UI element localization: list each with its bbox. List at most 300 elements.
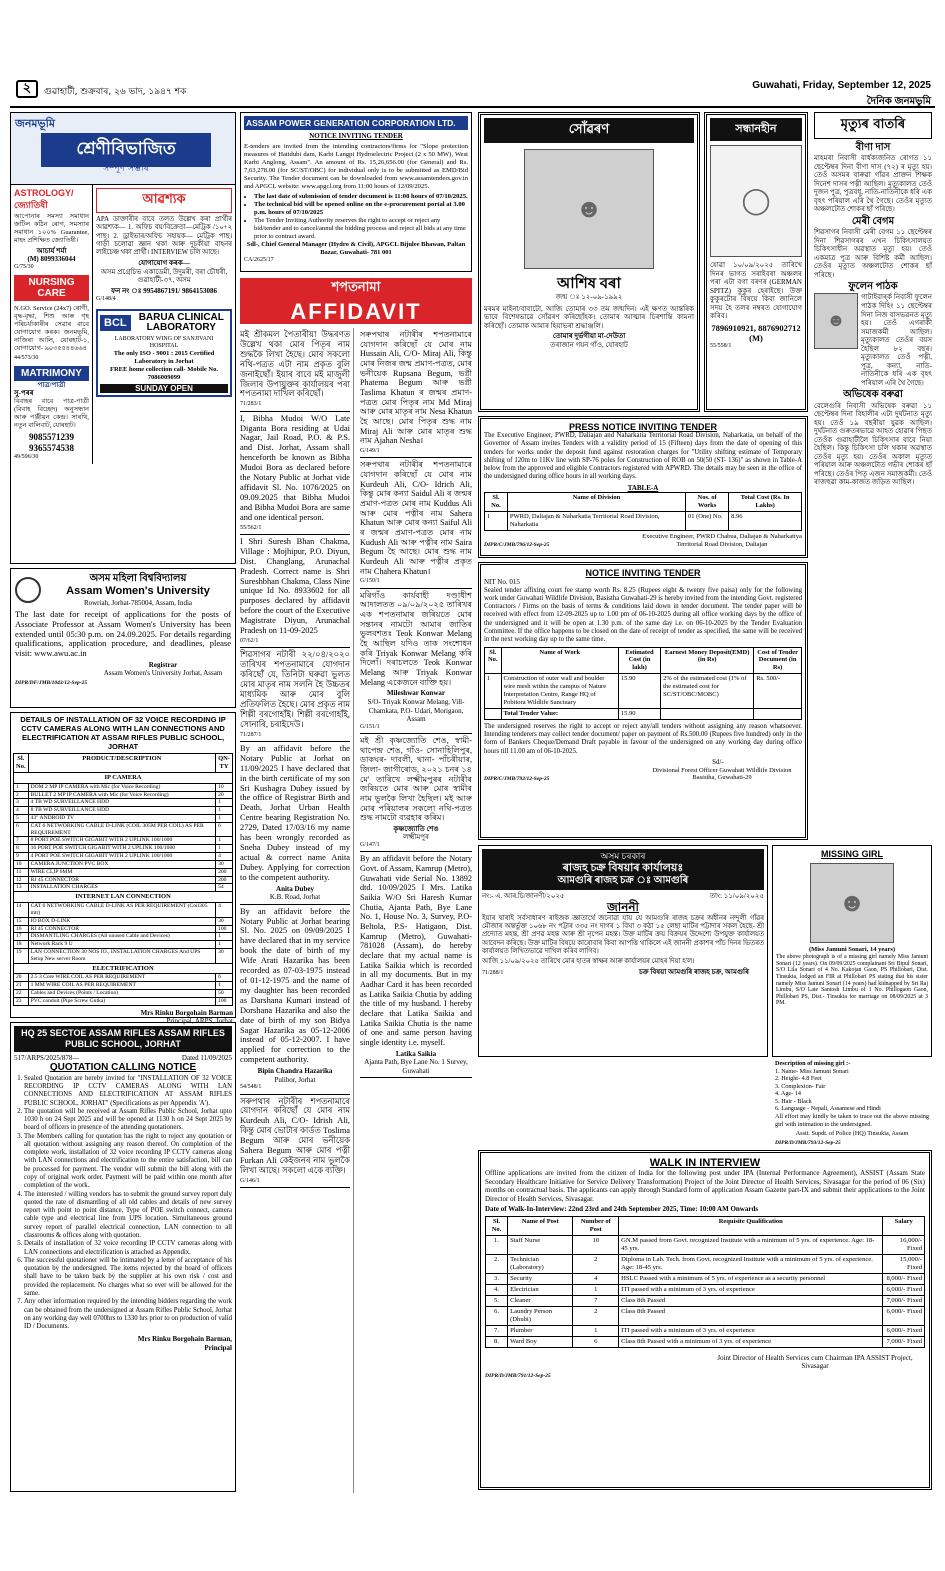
- matrimony-phone-1: 9085571239: [29, 431, 74, 442]
- walkin-cell: Cleaner: [508, 1295, 573, 1306]
- cctv-section-row: [14, 892, 233, 903]
- nit-empty: [661, 708, 754, 719]
- walkin-cell: 6.: [486, 1306, 508, 1325]
- affidavit-code: 71/283/1: [240, 401, 262, 408]
- cctv-row: [14, 783, 233, 791]
- affidavit-code: G/147/1: [360, 842, 380, 849]
- press-h-division: Name of Division: [507, 493, 685, 512]
- cctv-cell: CAT 6 NETWORKING CABLE D-LINK AS PER REQUIREMENT (Coil305 mtr): [28, 903, 216, 918]
- cctv-cell: 1 MM WIRE COIL AS PER REQUIREMENT: [28, 982, 216, 990]
- press-table-title: TABLE-A: [627, 483, 659, 492]
- bcl-line-3: FREE home collection call- Mobile No. 7086009099: [110, 366, 218, 382]
- cctv-cell: 21: [14, 982, 29, 990]
- obit-name-1: বীণা দাস: [855, 142, 891, 153]
- nit-notice: [478, 562, 808, 840]
- cctv-cell: 6: [216, 822, 233, 837]
- affidavit-title-en: AFFIDAVIT: [290, 299, 422, 324]
- missing-girl-desc-item: 6. Language - Nepali, Assamese and Hindi: [775, 1105, 881, 1113]
- walkin-cell: 8,000/- Fixed: [883, 1273, 925, 1284]
- nit-h: Name of Work: [501, 647, 618, 674]
- affidavit-code: G/150/1: [360, 578, 380, 585]
- missing-girl-desc-list: [775, 1068, 929, 1113]
- cctv-cell: 100: [216, 925, 233, 933]
- cctv-cell: 1: [14, 783, 29, 791]
- header-date-assamese: গুৱাহাটী, শুক্ৰবাৰ, ২৬ ভাদ, ১৯৪৭ শক: [44, 87, 187, 97]
- affidavit-entry: [240, 412, 350, 535]
- walkin-cell: 5.: [486, 1295, 508, 1306]
- cctv-cell: 8 TB WD SURVEILLANCE HDD: [28, 807, 216, 815]
- header-date: Guwahati, Friday, September 12, 2025: [752, 80, 931, 91]
- walkin-cell: 6,000/- Fixed: [883, 1284, 925, 1295]
- cctv-header-qty: QN-TY: [216, 754, 233, 773]
- obit-photo: ☻: [814, 293, 858, 349]
- cctv-header-sl: Sl. No.: [14, 754, 29, 773]
- affidavit-entry: [240, 905, 350, 1095]
- affidavit-entry: [360, 734, 472, 852]
- cctv-cell: 1: [216, 799, 233, 807]
- affidavit-text: মই শ্ৰীকমল পৈতাৰীয়া উদ্ধৰণত উল্লেখ থকা মোৰ পিতৃৰ নাম শুদ্ধকৈ লিখা হৈছে। মোৰ সকলো নথি-পত্ৰত এটা নাম প্ৰকৃত বুলি জনাইছোঁ। ইয়াৰ বাবে মই মাজুলী জিলাৰ উপায়ুক্তৰ কাৰ্যালয়ৰ পৰা শপতনামা দাখিল কৰিছোঁ।: [240, 330, 350, 399]
- memorial-notice: [478, 112, 700, 412]
- affidavit-text: সৰুপথাৰ নটাৰীৰ শপতনামাৰে যোগদান কৰিছোঁ যে মোৰ নাম Hussain Ali, C/O- Miraj Ali, কিন্তু মোৰ নিজৰ জন্ম প্ৰমাণ-পত্ৰত, মোৰ ভনীয়েক Rupsana Begum, ভগ্নী Phatema Begum আৰু ভগ্নী Taslima Khatun ৰ জন্মৰ প্ৰমাণ-পত্ৰত মোৰ পিতৃৰ নাম Md Miraj আৰু মোৰ মাতৃৰ নাম Nesa Khatun হৈ আছে। মোৰ পিতৃৰ শুদ্ধ নাম Miraj Ali আৰু মোৰ মাতৃৰ শুদ্ধ নাম Ajahan Nesha।: [360, 330, 472, 446]
- walkin-cell: 1: [573, 1325, 619, 1336]
- hq25-sign-2: Principal: [204, 1343, 232, 1352]
- cctv-row: [14, 933, 233, 941]
- cctv-cell: DISMANTLING CHARGES (All unused Cable and Devices): [28, 933, 216, 941]
- walkin-cell: GN.M passed from Govt. recognized Institute with a minimum of 5 yrs. of experience. Age: 18-45 yrs.: [619, 1235, 883, 1254]
- cctv-cell: 10: [216, 783, 233, 791]
- walkin-cell: 4: [573, 1273, 619, 1284]
- walkin-code: DIPR/D/JMB/791/12-Sep-25: [485, 1372, 551, 1379]
- astrology-text: আপোনাৰ সমস্যা সমাধান জটিল কঠিন ৰোগ, সমস্যাৰ সমাধান ১০০% Guarantee, মাহং প্ৰশিক্ষিত জ্যোতিষী।: [14, 213, 89, 244]
- apgcl-bullet-3: • The Tender Inviting Authority reserves the right to accept or reject any bid/tender and to cancel/annul the bidding process and reject all bids at any time prior to contract award.: [254, 217, 468, 241]
- cctv-row: [14, 815, 233, 823]
- amguri-date: তাং: ১১/০৯/২০২৫: [709, 891, 764, 900]
- cctv-row: [14, 974, 233, 982]
- classified-title: শ্ৰেণীবিভাজিত: [41, 133, 211, 167]
- press-code: DIPR/C/JMB/796/12-Sep-25: [484, 542, 550, 549]
- obituary-title: মৃত্যুৰ বাতৰি: [814, 112, 932, 139]
- affidavit-entry: [240, 742, 350, 905]
- cctv-cell: 20: [216, 791, 233, 799]
- bcl-ad: [96, 309, 232, 397]
- walkin-cell: ITI passed with a minimum of 3 yrs. of experience: [619, 1284, 883, 1295]
- nursing-code: 44/573/30: [14, 354, 39, 361]
- wanted-contact: অসম প্ৰগ্ৰেচিভ একাডেমী, উদুমৰী, বৰা চৌধৰী, গুৱাহাটী-৩৭, অসম: [100, 267, 228, 285]
- walkin-cell: Ward Boy: [508, 1336, 573, 1347]
- walkin-body: Offline applications are invited from the citizen of India for the following post under IPA (Internal Performance Agreement), ASSIST (Assam State Secondary Healthcare Initiative for Service Delivery Transformation) Project of the Joint Director of Health Services, Sivasagar for the period of 06 (Six) months on contractual basis. The applicants can apply through Standard form of application Assam Gazette part-IX and submit their applications to the Joint Director of Health Services, Sivasagar.: [485, 1169, 925, 1203]
- affidavit-entry: [360, 458, 472, 588]
- cctv-cell: 19: [14, 948, 29, 963]
- missing-girl-notice: [772, 845, 932, 1057]
- affidavit-address: K.B. Road, Jorhat: [269, 893, 321, 902]
- missing-girl-desc-head: Description of missing girl :-: [775, 1060, 851, 1067]
- cctv-section-row: [14, 772, 233, 783]
- amguri-date-2: আজি ১১/০৯/২০২৫ তাৰিখে মোৰ হাতৰ স্বাক্ষৰ আৰু কাৰ্যালয়ৰ মোহৰ দিয়া হ'ল।: [482, 958, 695, 966]
- memorial-body: মৰমৰ মাইনা/বাবাটো, আজি তোমাৰ ৩৩ তম জন্মদিন। এই ক্ষণত আন্তৰিক ভাবে বিশেষভাৱে সোঁৱৰণ কৰিছোঁহক। তোমাৰ আত্মাৰ চিৰশান্তি কামনা কৰিছোঁ। তোমাক আমাৰ হিয়াভৰা শ্ৰদ্ধাঞ্জলি।: [484, 304, 694, 330]
- affidavit-entry: [240, 648, 350, 742]
- university-logo-icon: [15, 577, 41, 603]
- cctv-sign-2: Principal, ARPS, Jorhat: [166, 1017, 233, 1026]
- walkin-row: [486, 1254, 925, 1273]
- nit-title: NOTICE INVITING TENDER: [585, 568, 701, 578]
- nit-sign-1: Sd/-: [712, 758, 724, 766]
- walk-in-interview: [478, 1150, 932, 1490]
- obit-text-4: বেলেগুৰি নিবাসী অভিষেক বৰুৱা ১১ ছেপ্টেম্বৰ দিনা বিহালীৰ এটা দুৰ্ঘটনাত মৃত্যু হয়। তেওঁ ১৯ বছৰীয়া যুৱক আছিল। দুৰ্ঘটনাত গুৰুতৰভাৱে আহত হোৱাৰ পিছত তেওঁক গুৱাহাটীলৈ চিকিৎসাৰ বাবে নিয়া হৈছিল। কিন্তু চিকিৎসা চলি থকাৰ অৱস্থাত তেওঁৰ মৃত্যু হয়। তেওঁৰ অকাল মৃত্যুত পৰিয়াল আৰু অঞ্চলটোত গভীৰ শোকৰ ছাঁ পৰিছে। তেওঁৰ পিতৃ এজন সমাজকৰ্মী। তেওঁ ৰাজহুৱা কাম-কাজত জড়িত আছিল।: [814, 401, 932, 487]
- astrology-phone: (M) 8099336044: [27, 255, 76, 264]
- cctv-row: [14, 860, 233, 868]
- memorial-title: সোঁৱৰণ: [484, 118, 694, 143]
- hq25-head: QUOTATION CALLING NOTICE: [49, 1062, 197, 1074]
- brand-name: জনমভূমি: [15, 117, 55, 130]
- classified-banner: [11, 113, 235, 185]
- missing-girl-desc-item: 3. Complexion- Fair: [775, 1082, 826, 1090]
- hq25-items: [14, 1075, 232, 1332]
- hq25-item: 3. The Members calling for quotation has the right to reject any quotation or all quotation without assigning any reason thereof. On completion of the complete work, installation of 32 voice recording IP CCTV cameras along with LAN connections and electrification to the entire satisfaction, bill can be processed for payment. The vendor will submit the bill along with the copy of original work order. Payment will be paid within one month after completion of the work.: [24, 1133, 232, 1191]
- affidavit-text: I Shri Suresh Bhan Chakma, Village : Mojhipur, P.O. Diyun, Dist. Changlang, Arunachal Pradesh. Correct name is Shri Sureshbhan Chakma, Class Nine unique Id No. 8933602 for all purposes declared by affidavit before the court of the Executive Magistrate Diyun, Arunachal Pradesh on 11-09-2025: [240, 536, 350, 636]
- press-h-cost: Total Cost (Rs. In Lakhs): [729, 493, 802, 512]
- nursing-text: N.GO. Service (24x7) ৰোগী, বৃদ্ধ-বৃদ্ধা, শিশু আৰু গৃহ পৰিচৰ্যাকাৰীৰ সেৱাৰ বাবে যোগাযোগ কৰক। জনমভূমি, নাজিৰা আলি, যোৰহাট-১, যোগাযোগ- ৯০৩৫৫৪৪৬৬৪: [14, 305, 89, 352]
- cctv-cell: 1: [216, 837, 233, 845]
- walkin-cell: ITI passed with a minimum of 3 yrs. of experience: [619, 1325, 883, 1336]
- dog-photo: ◯: [710, 145, 802, 257]
- amguri-ref: নং:- এ. আৰ.চি/জানণী/২০২৫: [482, 891, 565, 900]
- cctv-cell: DOM 2 MP IP CAMERA with Mic (for Voice Recording): [28, 783, 216, 791]
- nit-h: Cost of Tender Document (in Rs): [754, 647, 802, 674]
- missing-girl-description: [772, 1060, 932, 1148]
- walkin-cell: 4.: [486, 1284, 508, 1295]
- missing-girl-photo: ☻: [810, 863, 894, 943]
- affidavit-text: শিৱসাগৰ নটাৰী ২২/০৪/২০২০ তাৰিখৰ শপতনামাৰে যোগদান কৰিছোঁ যে, তিনিটা ঘৰুৱা ভুলত মোৰ মাতৃৰ নাম সলনি হৈ উচ্চতৰ মাধ্যমিক আৰু মোৰ বুলি প্ৰতিফলিত হৈছে। মোৰ প্ৰকৃত নাম শিল্পী বৰগোহাঁই। শিল্পী বৰগোহাঁই, সোনাৰি, চৰাইদেউ।: [240, 650, 350, 729]
- walkin-cell: 1: [573, 1284, 619, 1295]
- cctv-row: [14, 948, 233, 963]
- cctv-cell: 200: [216, 876, 233, 884]
- cctv-row: [14, 982, 233, 990]
- classified-subtitle: সম্পূৰ্ণ সম্ভাৰ: [103, 164, 149, 174]
- apgcl-body: E-tenders are invited from the intending contractors/firms for "Slope protection measures of Hatidubi dam, Karbi Langpi Hydroelectric Project (2 x 50 MW), West Karbi Anglong, Assam". An amount of Rs. 15,26,656.00 (for General) and Rs. 7,63,278.00 (for SC/ST/OBC) for individual only is to be submitted as EMD/Bid Security. The Tender document can be downloaded from www.assamtenders.gov.in and APGCL website: www.apgcl.org from 11:00 hours of 12/09/2025.: [244, 142, 468, 191]
- bcl-line-1: LABORATORY WING OF SANJIVANI HOSPITAL: [114, 335, 214, 350]
- astrology-name: আচাৰ্য শৰ্মা: [36, 246, 67, 255]
- cctv-cell: 100: [216, 997, 233, 1005]
- cctv-cell: PVC conduit (Pipe Screw Gutka): [28, 997, 216, 1005]
- cctv-cell: 30: [216, 948, 233, 963]
- press-cell: PWRD, Daliajan & Naharkatia Territorial Road Division, Naharkatia: [507, 512, 685, 531]
- affidavit-address: লক্ষ্মীমপুৰ: [403, 833, 429, 842]
- affidavit-text: মই শ্ৰী কৃষ্ণজ্যোতি শেঙ, স্বামী- থাপেন্দ্ৰ শেঙ, গাঁও- সোনাহিলিপুৰ, ডাকঘৰ- দাবলী, থানা- পাঁচৰীয়াৰ, জিলা- জাগীৰোড, ২০২১ চনৰ ১৪ মে' তাৰিখে লক্ষ্মীমপুৰৰ নটাৰীৰ জৰিয়তে মোৰ আৰু মোৰ স্বামীৰ নাম ভুলকৈ লিখা হৈছিল। মই আৰু মোৰ পৰিয়ালৰ সকলো নথি-পত্ৰত শুদ্ধ নামটো ব্যৱহাৰ কৰিম।: [360, 735, 472, 823]
- press-cell: 1: [485, 512, 508, 531]
- cctv-row: [14, 884, 233, 892]
- hq25-item: 1. Sealed Quotation are hereby invited for "INSTALLATION OF 32 VOICE RECORDING IP CCTV CAMERAS ALONG WITH LAN CONNECTIONS AND ELECTRIFICATION AT ASSAM RIFLES PUBLIC SCHOOL, JORHAT" (Specifications as per Appendix 'A').: [24, 1075, 232, 1108]
- cctv-cell: 12: [14, 876, 29, 884]
- missing-dog-text: যোৱা ১০/০৯/২০২৫ তাৰিখে দিনৰ ভাগত সৰাইবৰা অঞ্চলৰ পৰা এটা বগা বৰণৰ (GERMAN SPITZ) কুকুৰ হেৰাইছে। উক্ত কুকুৰটোৰ বিষয়ে কিবা জানিলে সদয় হৈ তলৰ নম্বৰত যোগাযোগ কৰিব।: [710, 261, 802, 321]
- affidavit-signer: Bipin Chandra Hazarika: [257, 1067, 333, 1076]
- nit-cell: 15.90: [618, 674, 660, 709]
- nit-foot: The undersigned reserves the right to accept or reject any/all tenders without assigning any reason whatsoever. Intending tenderers may collect tender document/ paper on payment of Rs.500.00 (Rupees five hundred) only in the form of Bankers Cheque/Demand Draft payable in favour of the undersigned on any working day during office hours till 11.00 am of 06-10-2025.: [484, 722, 802, 755]
- affidavit-code: 54/548/1: [240, 1084, 262, 1091]
- wanted-code: G/148/4: [96, 295, 116, 302]
- walkin-cell: Technician (Laboratory): [508, 1254, 573, 1273]
- obit-text-2: শিৱসাগৰ নিবাসী মেৰী বেগম ১১ ছেপ্টেম্বৰ দিনা শিৱসাগৰৰ এখন চিকিৎসালয়ত চিকিৎসাধীন অৱস্থাত মৃত্যু হয়। তেওঁ একমাত্ৰ পুত্ৰ আৰু বিশিষ্ট কৰ্মী আছিল। তেওঁৰ মৃত্যুত অঞ্চলটোত শোকৰ ছাঁ পৰিছে।: [814, 228, 932, 279]
- cctv-cell: BULLET 2 MP IP CAMERA with Mic (for Voice Recording): [28, 791, 216, 799]
- walkin-cell: 2: [573, 1306, 619, 1325]
- cctv-cell: WIRE CLIP 6MM: [28, 868, 216, 876]
- walkin-header: Requisite Qualification: [619, 1216, 883, 1235]
- cctv-row: [14, 791, 233, 799]
- cctv-cell: 2: [14, 791, 29, 799]
- matrimony-subtitle: পাত্ৰ/পাত্ৰী: [37, 380, 66, 389]
- matrimony-phone-2: 9365574538: [29, 442, 74, 453]
- affidavit-text: By an affidavit before the Notary Public at Jorhat on 11/09/2025 I have declared that in the birth certificate of my son Sri Kushagra Dubey issued by the office of Registrar Birth and Death, Jorhat Urban Health Centre bearing Registration No. 2729, Dated 17/03/16 my name has been wrongly recorded as Sneha Dubey instead of my actual & correct name Anita Dubey. Applying for correction to the competent authority.: [240, 743, 350, 882]
- wanted-phone: ফন নং ঃ 9954867191/ 9864153086: [111, 287, 217, 295]
- missing-girl-title: MISSING GIRL: [820, 849, 883, 859]
- walkin-cell: HSLC Passed with a minimum of 5 yrs. of experience as a security personnel: [619, 1273, 883, 1284]
- walkin-row: [486, 1235, 925, 1254]
- header-rule: [10, 106, 935, 108]
- cctv-section-row: [14, 963, 233, 974]
- walkin-cell: Diploma in Lab. Tech. from Govt. recognized Institute with a minimum of 5 yrs. of experience. Age: 18-45 yrs.: [619, 1254, 883, 1273]
- cctv-cell: 4: [14, 807, 29, 815]
- press-cell: 01 (One) No.: [686, 512, 729, 531]
- nit-cell: 2% of the estimated cost (1% of the estimated cost for SC/ST/OBC/MOBC): [661, 674, 754, 709]
- missing-girl-desc-item: 2. Height- 4.8 Feet: [775, 1075, 822, 1083]
- affidavit-code: G/146/1: [240, 1177, 260, 1184]
- cctv-cell: 1: [216, 941, 233, 949]
- walkin-row: [486, 1306, 925, 1325]
- walkin-cell: 1.: [486, 1235, 508, 1254]
- walkin-cell: 6,000/- Fixed: [883, 1325, 925, 1336]
- cctv-cell: INSTALLATION CHARGES: [28, 884, 216, 892]
- cctv-cell: Network Rack 9 U: [28, 941, 216, 949]
- cctv-cell: 30: [216, 860, 233, 868]
- apgcl-bullet-2: • The technical bid will be opened online on the e-procurement portal at 3.00 p.m. hours of 07/10/2025: [254, 201, 468, 217]
- cctv-cell: 4 TB WD SURVEILLANCE HDD: [28, 799, 216, 807]
- matrimony-code: 49/596/30: [14, 453, 39, 460]
- walkin-cell: 7,000/- Fixed: [883, 1295, 925, 1306]
- missing-girl-desc-item: 4. Age- 14: [775, 1090, 801, 1098]
- obit-name-4: অভিষেক বৰুৱা: [843, 389, 903, 401]
- nit-code: DIPR/C/JMB/792/12-Sep-25: [484, 775, 550, 782]
- bcl-name: BARUA CLINICAL LABORATORY: [138, 311, 224, 334]
- classified-section: [10, 112, 236, 564]
- missing-girl-caption: (Miss Jamuni Sonari, 14 years): [808, 945, 896, 953]
- memorial-from-1: তোমাৰ দুৰ্ভগীয়া মা-দেউতা: [552, 332, 626, 341]
- affidavit-text: সৰুপথাৰ নটাৰীৰ শপতনামাৰে যোগদান কৰিছোঁ যে মোৰ নাম Kurdeuh Ali, C/O- Idrish Ali, কিন্তু মোৰ ভোটাৰ কাৰ্ডত Toslima Begum আৰু মোৰ ভনীয়েক Sahera Begum আৰু মোৰ পত্নী Furkan Ali কেইজনৰ নাম ভুলকৈ লিখা আছে। সকলো একে ব্যক্তি।: [240, 1096, 350, 1175]
- nit-table: [484, 647, 802, 720]
- cctv-cell: IO BOX D-LINK: [28, 917, 216, 925]
- amguri-line-1: অসম চৰকাৰ: [600, 851, 646, 861]
- cctv-cell: LAN CONNECTION 30 NOS IO., INSTALLATION CHARGES And UPS Setup New server Room: [28, 948, 216, 963]
- cctv-row: [14, 822, 233, 837]
- cctv-cell: 23: [14, 997, 29, 1005]
- walkin-cell: 10: [573, 1235, 619, 1254]
- amguri-sign: চক্ৰ বিষয়া আমগুৰি ৰাজহ চক্ৰ, আমগুৰি: [639, 968, 749, 977]
- nit-cell: 1: [485, 674, 502, 709]
- cctv-cell: 1: [216, 982, 233, 990]
- cctv-cell: 16: [14, 925, 29, 933]
- university-name-bn: অসম মহিলা বিশ্ববিদ্যালয়: [89, 573, 187, 584]
- cctv-cell: 14: [14, 903, 29, 918]
- apgcl-bullet-1: • The last date of submission of tender document is 11:00 hours of 07/10/2025.: [254, 193, 468, 201]
- cctv-cell: 1: [216, 815, 233, 823]
- cctv-header-desc: PRODUCT/DESCRIPTION: [28, 754, 216, 773]
- walkin-cell: 7: [573, 1295, 619, 1306]
- press-h-works: Nos. of Works: [686, 493, 729, 512]
- cctv-cell: 50: [216, 990, 233, 998]
- amguri-revenue-notice: [478, 845, 768, 1057]
- cctv-row: [14, 990, 233, 998]
- amguri-line-2: ৰাজহ চক্ৰ বিষয়াৰ কাৰ্যালয়ঃ: [562, 861, 684, 874]
- cctv-cell: 1: [216, 933, 233, 941]
- cctv-row: [14, 807, 233, 815]
- memorial-dob: জন্ম ঃ ১২-০৯-১৯৯২: [555, 293, 623, 302]
- walkin-cell: Laundry Person (Dhubi): [508, 1306, 573, 1325]
- university-address: Rowriah, Jorhat-785004, Assam, India: [83, 598, 193, 607]
- cctv-cell: 18: [14, 941, 29, 949]
- cctv-row: [14, 799, 233, 807]
- matrimony-title: MATRIMONY: [14, 366, 89, 381]
- missing-girl-desc-item: 1. Name- Miss Jamuni Sonari: [775, 1067, 849, 1075]
- walkin-row: [486, 1336, 925, 1347]
- walkin-cell: 7.: [486, 1325, 508, 1336]
- cctv-sign-1: Mrs Rinku Borgohain Barman: [140, 1008, 233, 1017]
- apgcl-title: NOTICE INVITING TENDER: [309, 132, 403, 141]
- walkin-cell: 2: [573, 1254, 619, 1273]
- cctv-cell: 8 PORT POE SWITCH GIGABIT WITH 2 UPLINK 100/1000: [28, 837, 216, 845]
- hq25-date: Dated 11/09/2025: [181, 1053, 232, 1062]
- cctv-cell: 7: [14, 837, 29, 845]
- hq25-item: 4. The interested / willing vendors has to submit the ground survey report duly quoted the rate of dismantling of all old cables and details of new survey report with point to point distance, Type of POE switch connect, camera cable type and electrical line from UPS location. Simultaneous ground survey report of parallel electrical connection, LAN connection to all classrooms & offices along with quotation.: [24, 1191, 232, 1241]
- affidavit-code: 07/62/1: [240, 638, 259, 644]
- classified-left-col: [11, 185, 93, 464]
- amguri-code: 71/288/1: [482, 969, 504, 976]
- cctv-cell: 13: [14, 884, 29, 892]
- affidavit-text: সৰুপথাৰ নটাৰীৰ শপতনামাৰে যোগদান কৰিছোঁ যে মোৰ নাম Kurdeuh Ali, C/O- Idrich Ali, কিন্তু মোৰ কন্যা Saidul Ali ৰ জন্মৰ প্ৰমাণ-পত্ৰত মোৰ নাম Kuddus Ali আৰু মোৰ পত্নীৰ নাম Sahera Khatun আৰু মোৰ কন্যা Saiful Ali ৰ জন্মৰ প্ৰমাণ-পত্ৰত মোৰ নাম Kudush Ali আৰু পত্নীৰ নাম Saira Begum হৈ আছে। মোৰ শুদ্ধ নাম Kurdeuh Ali আৰু পত্নীৰ প্ৰকৃত নাম Chahera Khatun।: [360, 460, 472, 576]
- affidavit-text: মৰিগাঁও কাৰ্যবাহী দণ্ডাধীশ আদালতত ০৯/০৯/২০২৫ তাৰিখৰ এক শপতনামাৰ জৰিয়তে মোৰ সন্তানৰ নামটো আমাৰ জাতিৰ ভুলবশতঃ Teok Konwar Melang হৈ আছিল যদিও তাক সংশোধন কৰি Triyak Konwar Melang কৰি দিলোঁ। দৰাচলতে Teok Konwar Melang আৰু Triyak Konwar Melang একেজনে ব্যক্তি হয়।: [360, 590, 472, 687]
- cctv-section-name: INTERNET LAN CONNECTION: [14, 892, 233, 903]
- walkin-header: Salary: [883, 1216, 925, 1235]
- cctv-cell: 43" ANDROID TV: [28, 815, 216, 823]
- cctv-cell: 17: [14, 933, 29, 941]
- memorial-name: আশিষ বৰা: [557, 276, 621, 292]
- walkin-header: Sl. No.: [486, 1216, 508, 1235]
- affidavit-signer: Mileshwar Konwar: [386, 689, 445, 698]
- hq25-sign-1: Mrs Rinku Borgohain Barman,: [137, 1335, 232, 1344]
- cctv-cell: CAMERA JUNCTION PVC BOX: [28, 860, 216, 868]
- cctv-cell: 54: [216, 884, 233, 892]
- paper-name: দৈনিক জনমভূমি: [866, 96, 931, 107]
- obit-text-1: মাহমৰা নিবাসী বাৰ্ধক্যজনিত ৰোগত ১১ ছেপ্টেম্বৰ দিনা বীণা দাস (৭২) ৰ মৃত্যু হয়। তেওঁ অসমৰ বাৰুৱা গাঁৱৰ প্ৰাক্তন শিক্ষক দিনেশ দাসৰ পত্নী আছিল। মৃত্যুকালত তেওঁ দুজন পুত্ৰ, পুত্ৰবধূ, নাতি-নাতিনীকে ধৰি এক বৃহৎ পৰিয়াল এৰি থৈ গৈছে। তেওঁৰ মৃত্যুত অঞ্চলটোত শোকৰ ছাঁ পৰিছে।: [814, 154, 932, 214]
- amguri-body: ইয়াৰ দ্বাৰাই সৰ্বসাধাৰণ ৰাইজক জ্ঞাতাৰ্থে জনোৱা যায় যে আমগুৰি ৰাজহ চক্ৰৰ অধীনৰ নন্দুলী গাঁৱৰ মৌজাৰ অন্তৰ্ভুক্ত ১০৬৮ নং পট্টাৰ ৩৩৫ নং দাগৰ ১ বিঘা ৩ কঠা ১৫ লেছা মাটিৰ পট্টাদাৰ সকল হৈছে- শ্ৰী প্ৰদ্যোত মহন্ত, শ্ৰী প্ৰণৱ মহন্ত আৰু শ্ৰী নৃপেন মহন্ত। উক্ত মাটিৰ ক্ৰয় বিক্ৰয়ৰ উদ্দেশ্যে উপযুক্ত কাৰ্যালয়ত আবেদন কৰিছে। উক্ত মাটিৰ বিষয়ে কাৰোবাৰ কিবা আপত্তি থাকিলে এই জাননী প্ৰকাশৰ পাঁচ দিনৰ ভিতৰত কাৰ্যালয়ত লিখিতভাৱে দাখিল কৰিব লাগিব।: [482, 914, 764, 955]
- walkin-cell: 3.: [486, 1273, 508, 1284]
- affidavit-entry: [240, 328, 350, 412]
- hq25-item: 7. Any other information required by the intending bidders regarding the work can be obtained from the undersigned at Assam Rifles Public School, Jorhat on any working day well 0700hrs to 1330 hrs prior to on production of valid ID / Documents.: [24, 1298, 232, 1331]
- university-sign-2: Assam Women's University Jorhat, Assam: [103, 669, 223, 678]
- university-code: DIPR/DF/JMB/1043/12-Sep-25: [15, 680, 88, 687]
- obit-name-3: ফুলেন পাঠক: [848, 281, 898, 293]
- affidavit-address: Pulibor, Jorhat: [274, 1075, 316, 1084]
- cctv-cell: 16 PORT POE SWITCH GIGABIT WITH 2 UPLINK 100/1000: [28, 845, 216, 853]
- cctv-cell: 4 PORT POE SWITCH GIGABIT WITH 2 UPLINK 100/1000: [28, 853, 216, 861]
- hq25-ref: 517/ARPS/2025/878—: [14, 1053, 80, 1062]
- walkin-cell: 2.: [486, 1254, 508, 1273]
- astrology-code: G/75/30: [14, 263, 34, 270]
- nit-h: Earnest Money Deposit(EMD) (in Rs): [661, 647, 754, 674]
- cctv-row: [14, 876, 233, 884]
- affidavit-text: By an affidavit before the Notary Govt. of Assam, Kamrup (Metro), Guwahati vide Serial No. 13892 dtd. 10/09/2025 I Mrs. Latika Saikia W/O Sri Haresh Kumar Chutia, Ajanta Path, Bye Lane No. 1, House No. 3, Survey, P.O- Beltola, P.S- Hatigaon, Dist. Kamrup (Metro), Guwahati-781028 (Assam), do hereby declare that my actual name is Latika Saikia which is recorded in all my documents. But in my Aadhar Card it has been recorded as Latika Saikia Chutia by adding the title of my husband. I hereby declare that Latika Saikia and Latika Saikia Chutia is the name of one and same person having single identity i.e. myself.: [360, 854, 472, 1048]
- nit-cell: Rs. 500/-: [754, 674, 802, 709]
- obit-text-3: গাটাইবাৰ্ৰ্ক নিবাসী ফুলেন পাঠক দিহিং ১১ ছেপ্টেম্বৰ দিনা নিজ বাসভৱনত মৃত্যু হয়। তেওঁ এগৰাকী সমাজকৰ্মী আছিল। মৃত্যুকালত তেওঁৰ বয়স হৈছিল ৮২ বছৰ। মৃত্যুকালত তেওঁ পত্নী, পুত্ৰ, কন্যা, নাতি-নাতিনীকে ধৰি এক বৃহৎ পৰিয়াল এৰি থৈ গৈছে।: [861, 293, 932, 387]
- cctv-cell: RJ 45 CONNECTOR: [28, 925, 216, 933]
- memorial-from-2: তৰাজান গয়ন গাঁও, যোৰহাট: [550, 340, 628, 349]
- cctv-row: [14, 917, 233, 925]
- obit-name-2: মেৰী বেগম: [851, 215, 895, 227]
- affidavit-entry: [360, 328, 472, 458]
- nit-h: Estimated Cost (in lakh): [618, 647, 660, 674]
- walkin-date: Date of Walk-In-Interview: 22nd 23rd and 24th September 2025, Time: 10:00 AM Onwards: [485, 1205, 759, 1214]
- cctv-cell: 20: [14, 974, 29, 982]
- affidavit-entry: [240, 1095, 350, 1189]
- walkin-row: [486, 1295, 925, 1306]
- walkin-title: WALK IN INTERVIEW: [649, 1157, 761, 1169]
- missing-girl-sign: Asstt. Supdt. of Police (HQ) Tinsukia, Assam: [795, 1130, 909, 1138]
- press-sign: Executive Engineer, PWRD Chabua, Daliajan & Naharkatiya Territorial Road Division, Daliajan: [642, 532, 802, 548]
- apgcl-tender: [240, 112, 472, 272]
- wanted-text: APA ডাক্তাৰীৰ বাবে তলত উল্লেখ কৰা প্ৰাৰ্থীৰ আৱশ্যক— 1. অফিচ বয়/বিক্ৰেতা—মেট্ৰিক /১০+২ পাছ। 2. ড্ৰাইভাৰ/অফিচ সহায়ক— মেট্ৰিক পাছ। গাড়ী চলোৱা জ্ঞান থকা আৰু দুচকীয়া বাহনৰ লাইচেঞ্চ থকা প্ৰাৰ্থী। INTERVIEW চলি আছে।: [96, 216, 232, 257]
- missing-dog-title: সন্ধানহীন: [710, 118, 802, 141]
- affidavit-title-bn: শপতনামা: [331, 280, 381, 295]
- walkin-cell: 6: [573, 1336, 619, 1347]
- memorial-photo: ☻: [524, 149, 654, 269]
- walkin-table: [485, 1216, 925, 1348]
- affidavit-code: 55/562/1: [240, 524, 262, 531]
- press-table: [484, 492, 802, 531]
- cctv-cell: 4: [216, 853, 233, 861]
- missing-girl-code: DIPR/D/JMB/793/12-Sep-25: [775, 1139, 841, 1146]
- cctv-cell: 10: [14, 860, 29, 868]
- walkin-header: Name of Post: [508, 1216, 573, 1235]
- missing-dog-code: 55/558/1: [710, 343, 732, 350]
- bcl-logo: BCL: [100, 315, 131, 331]
- walkin-header: Number of Post: [573, 1216, 619, 1235]
- walkin-cell: 8.: [486, 1336, 508, 1347]
- cctv-row: [14, 845, 233, 853]
- nit-total-label: Total Tender Value:: [501, 708, 618, 719]
- cctv-cell: Cables and Devices (Points / Location): [28, 990, 216, 998]
- missing-girl-body: The above photograph is of a missing girl namely Miss Jamuni Sonari (12 years). On 09/09/2025 complainant Sri Bipul Sonari, S/O Lila Sonari of 4 No. Kakojan Gaon, PS Phillobari, Dist. Tinsukia, lodged an FIR at Phillobari PS stating that his sister namely Miss Jamuni Sonari (14 years) had kidnapped by Sri Raj Limbu, S/O Late Santosh Limbu of 1 No. Phillogaon Gaon, Phillobari PS, Dist.- Tinsukia for marriage on 08/09/2025 at 3 PM.: [776, 953, 928, 1007]
- press-cell: 8.96: [729, 512, 802, 531]
- nit-body: Sealed tender affixing court fee stamp worth Rs. 8.25 (Rupees eight & twenty five paisa) only for the following work under Guwahati Wildlife Division, Basistha Guwahati-29 is hereby invited from the intending Govt. registered Contractors / Firms on the basis of terms & conditions laid down in tender document. The tender paper will be received with effect from 12-09-2025 up to 1.00 pm of 06-10-2025 during all office working days by the office of the undersigned and it will be open at 1.30 p.m. of the same day i.e. on 06-10-2025 by the Tender Evaluation Committee. If the office happens to be closed on the date of receipt of tender as specified, the same will be received in the next working day up to the same time.: [484, 586, 802, 644]
- walkin-cell: Electrician: [508, 1284, 573, 1295]
- affidavit-text: By an affidavit before the Notary Public at Jorhat bearing Sl. No. 2025 on 09/09/2025 I have declared that in my service book the date of birth of my Wife Arati Hazarika has been recorded as 07-03-1975 instead of 01-12-1975 and the name of my daughter has been recorded as Darshana Kumari instead of Dorshana Hazarika and also the date of birth of my son Bidya Sagar Hazarika as 05-12-2006 instead of 05-12-2007. I have applied for correction to the competent authority.: [240, 906, 350, 1065]
- obituary-section: [812, 112, 934, 842]
- amguri-line-3: আমগুৰি ৰাজহ চক্ৰ ঃ আমগুৰি: [557, 875, 689, 887]
- cctv-details: [10, 712, 236, 1026]
- cctv-cell: 15: [14, 917, 29, 925]
- cctv-table: [13, 753, 233, 1006]
- amguri-header: [482, 849, 764, 890]
- missing-dog-phones: 7896910921, 8876902712 (M): [711, 322, 801, 344]
- nit-total: 15.90: [618, 708, 660, 719]
- matrimony-head: সু-পৰৰ: [14, 389, 34, 398]
- walkin-row: [486, 1325, 925, 1336]
- nit-number: NIT No. 015: [484, 578, 520, 586]
- cctv-row: [14, 925, 233, 933]
- affidavit-entry: [240, 535, 350, 648]
- walkin-cell: 15,000/- Fixed: [883, 1254, 925, 1273]
- cctv-cell: 22: [14, 990, 29, 998]
- university-body: The last date for receipt of applications for the posts of Associate Professor at Assam Women's University has been extended until 05:30 p.m. on 24.09.2025. For details regarding qualifications, application procedure, and deadlines, please visit: www.awu.ac.in: [15, 609, 231, 659]
- missing-girl-desc-item: 5. Hair - Black: [775, 1097, 812, 1105]
- missing-dog-notice: [704, 112, 808, 412]
